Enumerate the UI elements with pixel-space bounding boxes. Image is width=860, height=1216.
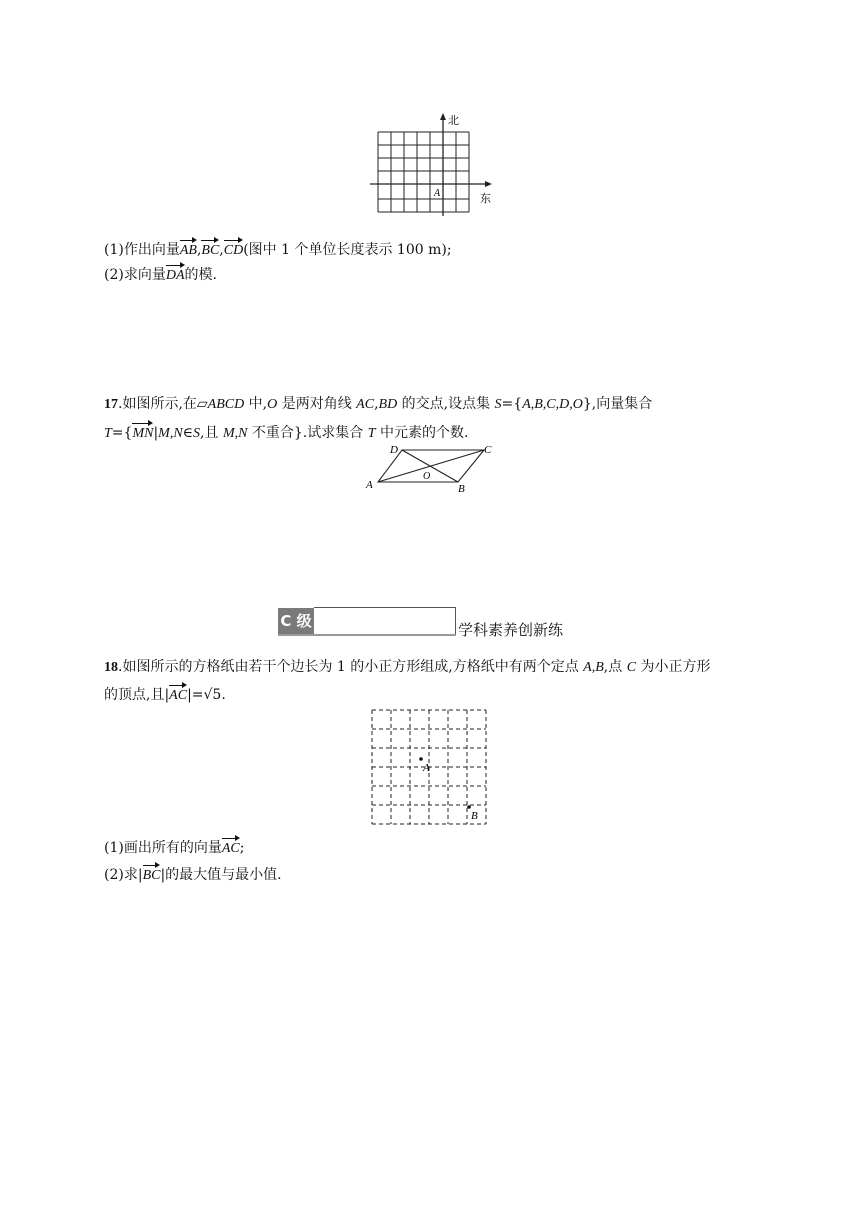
north-label: 北	[448, 115, 459, 127]
point-b	[467, 805, 471, 809]
vector-ab: AB	[180, 238, 197, 261]
label-b: B	[458, 483, 465, 495]
label-d: D	[390, 444, 398, 456]
vector-cd: CD	[224, 238, 243, 261]
parallelogram-figure	[362, 440, 502, 496]
section-badge-box	[314, 607, 456, 635]
label-a: A	[366, 479, 373, 491]
vector-bc: BC	[143, 863, 161, 886]
label-a: A	[423, 762, 430, 774]
section-badge-shadow	[278, 634, 456, 636]
q18-line2: 的顶点,且|AC|=√5.	[104, 683, 226, 706]
q16-part1: (1)作出向量AB,BC,CD(图中 1 个单位长度表示 100 m);	[104, 238, 452, 261]
question-number: 18	[104, 660, 118, 675]
vector-ac: AC	[169, 683, 187, 706]
dashed-grid-figure	[368, 706, 492, 830]
question-number: 17	[104, 397, 118, 412]
vector-ac: AC	[222, 836, 240, 859]
label-c: C	[484, 444, 492, 456]
vector-mn: MN	[132, 421, 153, 444]
section-level-badge: C 级	[278, 608, 314, 634]
label-b: B	[471, 810, 478, 822]
q18-line1: 18.如图所示的方格纸由若干个边长为 1 的小正方形组成,方格纸中有两个定点 A,B,点 C 为小正方形	[104, 659, 711, 675]
q17-line2: T={MN|M,N∈S,且 M,N 不重合}.试求集合 T 中元素的个数.	[104, 421, 468, 444]
q17-line1: 17.如图所示,在▱ABCD 中,O 是两对角线 AC,BD 的交点,设点集 S={A,B,C,D,O},向量集合	[104, 396, 653, 412]
point-a-label: A	[434, 188, 441, 199]
label-o: O	[423, 471, 431, 482]
grid-compass-figure	[370, 112, 500, 216]
q16-part2: (2)求向量DA的模.	[104, 263, 217, 286]
q18-part2: (2)求|BC|的最大值与最小值.	[104, 863, 282, 886]
section-title: 学科素养创新练	[458, 621, 564, 639]
q18-part1: (1)画出所有的向量AC;	[104, 836, 244, 859]
point-a	[419, 757, 423, 761]
east-label: 东	[480, 193, 491, 205]
vector-bc: BC	[201, 238, 219, 261]
vector-da: DA	[166, 263, 185, 286]
